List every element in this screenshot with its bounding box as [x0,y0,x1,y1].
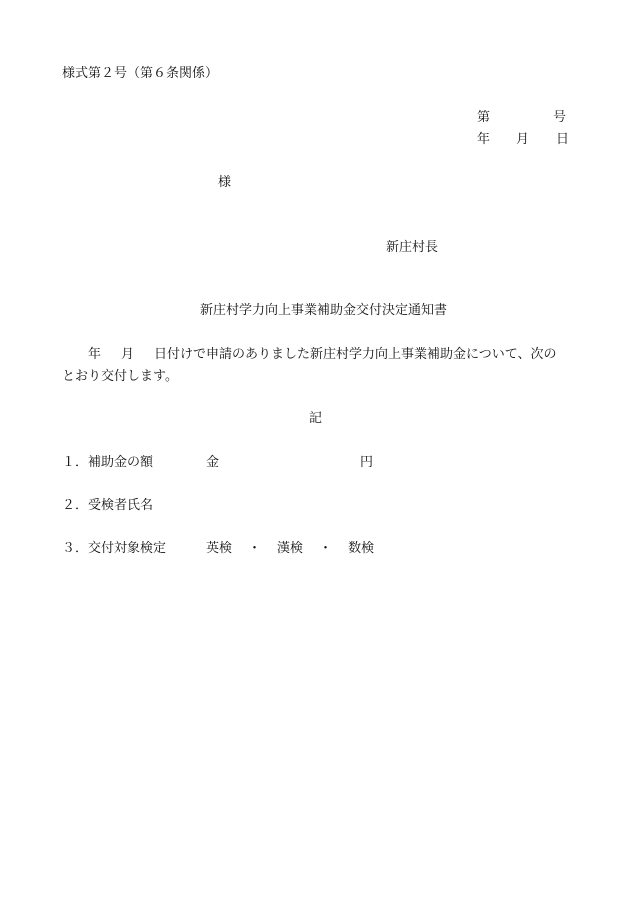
item-exam-type-label: ３．交付対象検定 [62,541,167,556]
item-subsidy-amount-suffix: 円 [360,455,374,470]
option-eiken: 英検 [206,541,233,556]
option-separator: ・ [248,541,262,556]
body-text-line1: 日付けで申請のありました新庄村学力向上事業補助金について、次の [154,347,557,362]
ki-heading: 記 [309,411,323,426]
document-title: 新庄村学力向上事業補助金交付決定通知書 [200,303,448,318]
body-month: 月 [121,347,135,362]
item-subsidy-amount-label: １．補助金の額 [62,455,154,470]
addressee-suffix: 様 [218,175,232,190]
body-text-line2: とおり交付します。 [62,369,178,384]
option-suken: 数検 [348,541,375,556]
date-day: 日 [556,132,570,147]
form-label: 様式第２号（第６条関係） [62,66,219,81]
option-kanken: 漢検 [277,541,304,556]
number-prefix: 第 [477,110,491,125]
body-year: 年 [88,347,102,362]
number-suffix: 号 [553,110,567,125]
option-separator: ・ [319,541,333,556]
body-paragraph [62,344,572,388]
item-examinee-name-label: ２．受検者氏名 [62,498,154,513]
date-month: 月 [516,132,530,147]
issuer: 新庄村長 [386,240,439,255]
item-exam-options [206,542,374,555]
item-subsidy-amount-prefix: 金 [206,455,220,470]
date-year: 年 [477,132,491,147]
